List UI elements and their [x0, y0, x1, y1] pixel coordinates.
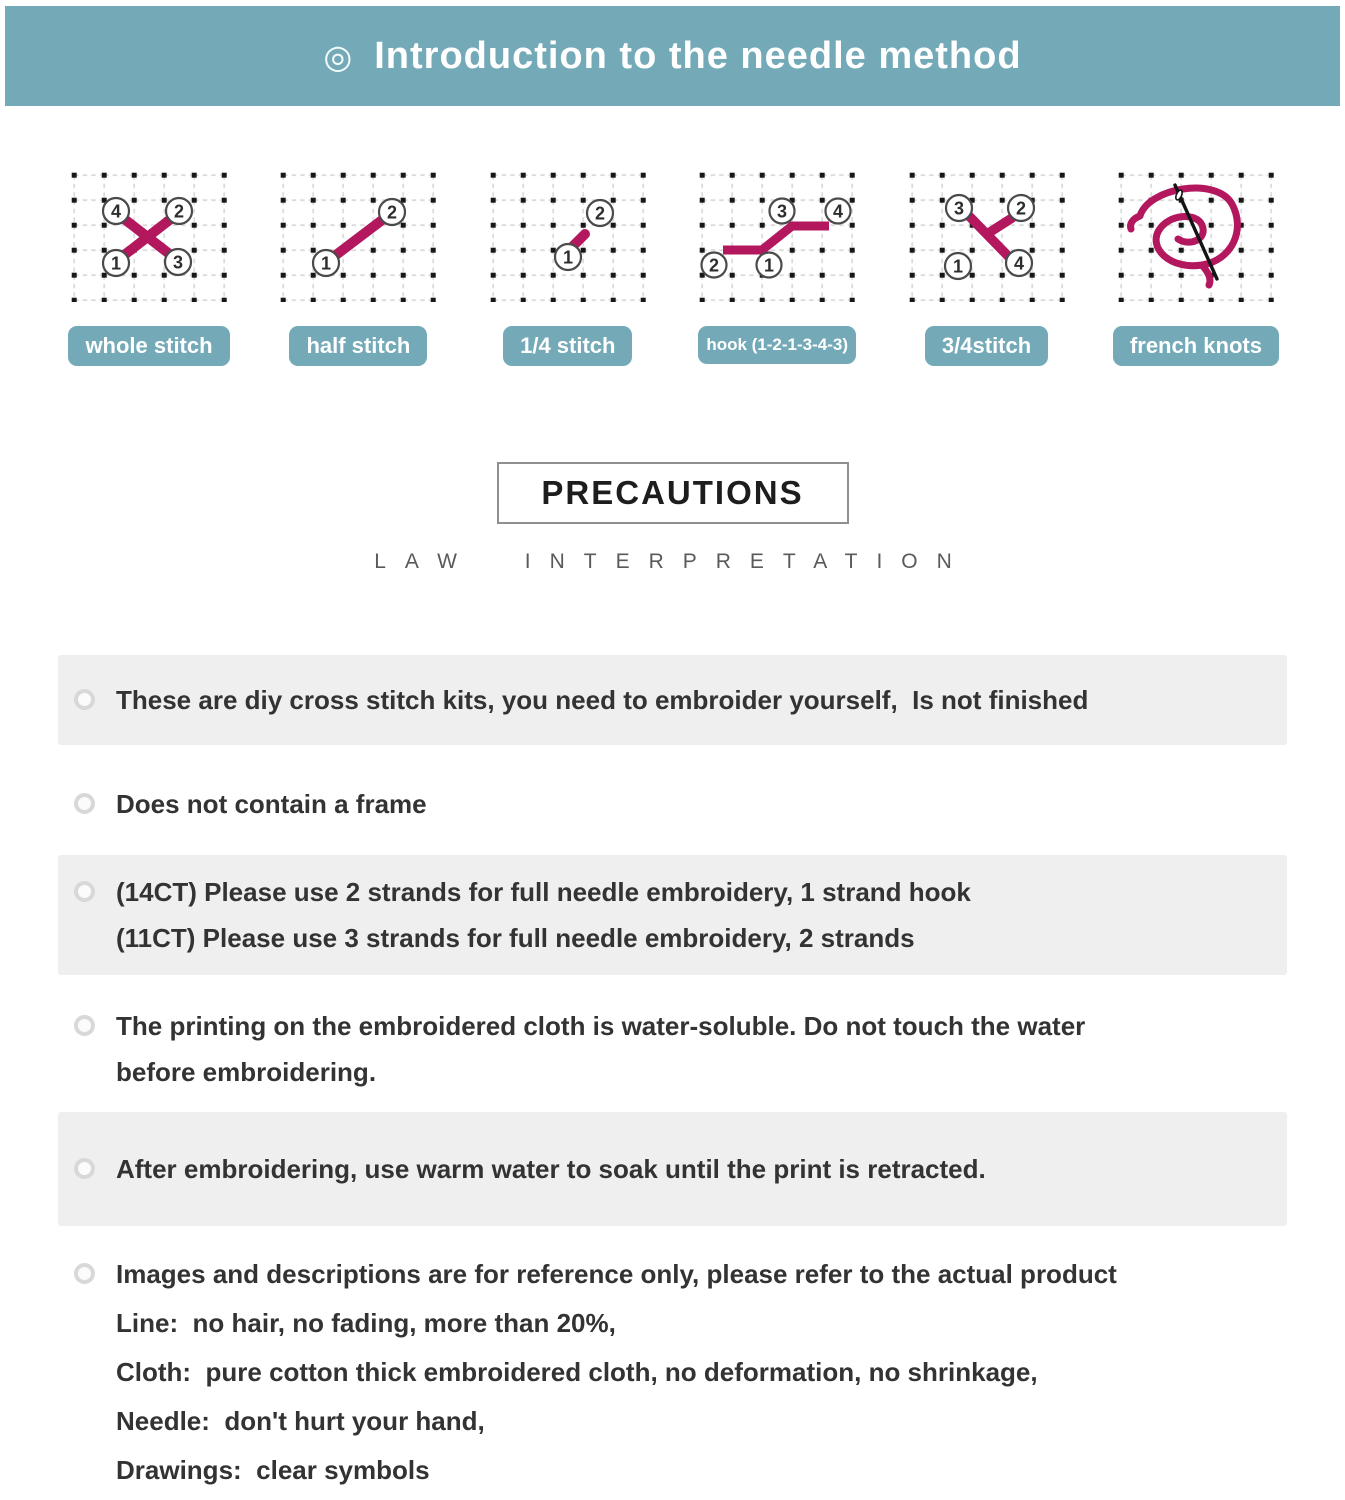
french-knots-diagram	[1118, 172, 1274, 302]
step-number: 2	[173, 201, 185, 222]
note-row	[58, 1112, 1287, 1226]
page-title: Introduction to the needle method	[374, 34, 1022, 77]
stitch-panel-hook	[698, 172, 856, 366]
stitch-diagram-row	[0, 172, 1345, 366]
header-banner	[5, 6, 1340, 106]
note-text: The printing on the embroidered cloth is water-soluble. Do not touch the water	[116, 1011, 1086, 1041]
note-row	[58, 1000, 1287, 1098]
note-bullet-icon	[74, 793, 95, 814]
note-row	[58, 1248, 1287, 1497]
step-number: 4	[833, 201, 844, 222]
stitch-panel-quarter-stitch	[489, 172, 647, 366]
stitch-label-whole-stitch: whole stitch	[68, 326, 229, 366]
step-number: 2	[387, 202, 398, 223]
step-number: 1	[321, 253, 332, 274]
step-number: 4	[110, 201, 122, 222]
note-text: These are diy cross stitch kits, you need to embroider yourself, Is not finished	[116, 685, 1089, 715]
step-number: 1	[110, 253, 122, 274]
whole-stitch-diagram	[71, 172, 227, 302]
note-text: (11CT) Please use 3 strands for full needle embroidery, 2 strands	[116, 923, 915, 953]
step-number: 1	[764, 255, 775, 276]
step-number: 2	[1015, 198, 1026, 219]
step-number: 4	[1013, 253, 1024, 274]
stitch-label-french-knots: french knots	[1113, 326, 1279, 366]
note-bullet-icon	[74, 689, 95, 710]
note-text: Line: no hair, no fading, more than 20%,	[116, 1308, 616, 1338]
note-text: (14CT) Please use 2 strands for full needle embroidery, 1 strand hook	[116, 877, 971, 907]
note-row	[58, 855, 1287, 975]
stitch-panel-half-stitch	[279, 172, 437, 366]
note-text: Needle: don't hurt your hand,	[116, 1406, 485, 1436]
stitch-panel-three-quarter-stitch	[908, 172, 1066, 366]
note-bullet-icon	[74, 1015, 95, 1036]
step-number: 1	[952, 256, 963, 277]
three-quarter-stitch-diagram	[909, 172, 1065, 302]
half-stitch-diagram	[280, 172, 436, 302]
stitch-label-three-quarter-stitch: 3/4stitch	[925, 326, 1048, 366]
section-subtitle: LAW INTERPRETATION	[374, 550, 971, 573]
note-bullet-icon	[74, 1158, 95, 1179]
precautions-title: PRECAUTIONS	[541, 474, 804, 511]
stitch-panel-french-knots	[1117, 172, 1275, 366]
note-bullet-icon	[74, 1263, 95, 1284]
note-text: Cloth: pure cotton thick embroidered cloth, no deformation, no shrinkage,	[116, 1357, 1038, 1387]
note-text: Does not contain a frame	[116, 789, 427, 819]
precaution-notes	[58, 655, 1287, 1497]
step-number: 3	[172, 252, 184, 273]
stitch-label-hook: hook (1-2-1-3-4-3)	[698, 326, 856, 364]
stitch-label-quarter-stitch: 1/4 stitch	[503, 326, 632, 366]
note-bullet-icon	[74, 881, 95, 902]
stitch-label-half-stitch: half stitch	[289, 326, 427, 366]
quarter-stitch-diagram	[490, 172, 646, 302]
note-text: Drawings: clear symbols	[116, 1455, 430, 1485]
note-row	[58, 655, 1287, 745]
precautions-title-box	[497, 462, 849, 524]
step-number: 3	[777, 201, 788, 222]
hook-stitch-diagram	[699, 172, 855, 302]
step-number: 2	[594, 203, 605, 224]
target-icon: ◎	[323, 37, 353, 75]
note-text: After embroidering, use warm water to soak until the print is retracted.	[116, 1154, 986, 1184]
step-number: 2	[709, 255, 720, 276]
note-text: Images and descriptions are for reference only, please refer to the actual product	[116, 1259, 1117, 1289]
note-text: before embroidering.	[116, 1057, 377, 1087]
stitch-panel-whole-stitch	[70, 172, 228, 366]
step-number: 1	[562, 247, 573, 268]
note-row	[58, 775, 1287, 833]
step-number: 3	[953, 198, 964, 219]
